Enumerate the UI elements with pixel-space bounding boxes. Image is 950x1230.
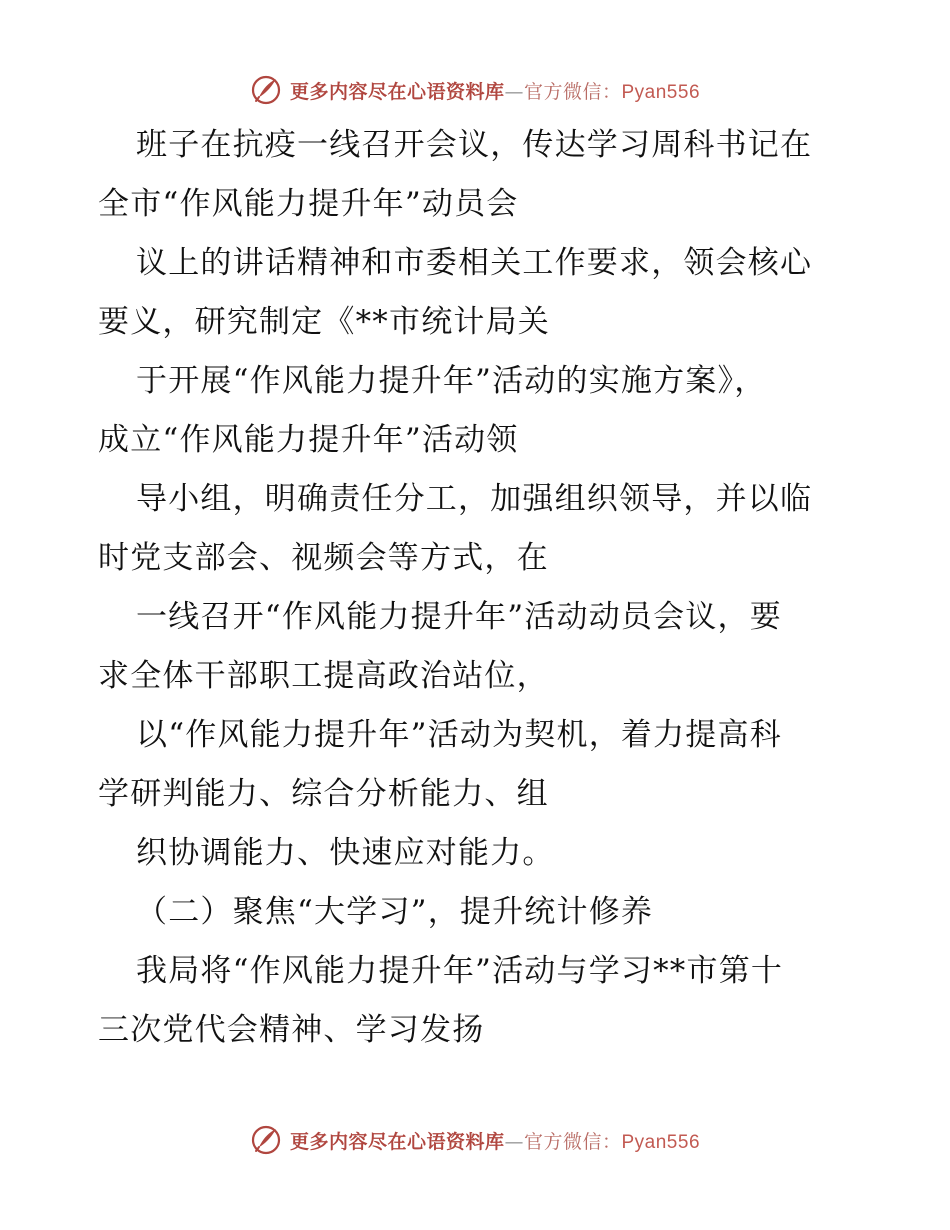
text-line: 学研判能力、综合分析能力、组 bbox=[98, 776, 549, 812]
document-body bbox=[98, 116, 858, 1060]
watermark-main: 更多内容尽在心语资料库 bbox=[289, 80, 505, 103]
text-line: 三次党代会精神、学习发扬 bbox=[98, 1012, 485, 1048]
text-line: 导小组，明确责任分工，加强组织领导，并以临 bbox=[136, 481, 813, 517]
watermark-id: Pyan556 bbox=[621, 1131, 701, 1153]
watermark-text bbox=[290, 1127, 700, 1154]
watermark-id: Pyan556 bbox=[621, 81, 701, 103]
text-line: 时党支部会、视频会等方式，在 bbox=[98, 540, 549, 576]
watermark-separator: — bbox=[504, 1130, 524, 1153]
section-heading: （二）聚焦“大学习”，提升统计修养 bbox=[136, 894, 654, 930]
text-line: 议上的讲话精神和市委相关工作要求，领会核心 bbox=[136, 245, 813, 281]
header-watermark bbox=[0, 70, 950, 110]
text-line: 成立“作风能力提升年”活动领 bbox=[98, 422, 519, 458]
text-line: 我局将“作风能力提升年”活动与学习**市第十 bbox=[136, 953, 784, 989]
watermark-sub: 官方微信： bbox=[523, 1130, 622, 1153]
watermark-separator: — bbox=[504, 80, 524, 103]
text-line: 织协调能力、快速应对能力。 bbox=[136, 835, 555, 871]
text-line: 班子在抗疫一线召开会议，传达学习周科书记在 bbox=[136, 127, 813, 163]
quill-logo-icon bbox=[250, 1124, 282, 1156]
footer-watermark bbox=[0, 1120, 950, 1160]
text-line: 以“作风能力提升年”活动为契机，着力提高科 bbox=[136, 717, 782, 753]
watermark-text bbox=[290, 77, 700, 104]
text-line: 要义，研究制定《**市统计局关 bbox=[98, 304, 550, 340]
watermark-main: 更多内容尽在心语资料库 bbox=[289, 1130, 505, 1153]
quill-logo-icon bbox=[250, 74, 282, 106]
watermark-sub: 官方微信： bbox=[523, 80, 622, 103]
text-line: 全市“作风能力提升年”动员会 bbox=[98, 186, 519, 222]
text-line: 求全体干部职工提高政治站位， bbox=[98, 658, 549, 694]
text-line: 一线召开“作风能力提升年”活动动员会议，要 bbox=[136, 599, 782, 635]
text-line: 于开展“作风能力提升年”活动的实施方案》， bbox=[136, 363, 767, 399]
